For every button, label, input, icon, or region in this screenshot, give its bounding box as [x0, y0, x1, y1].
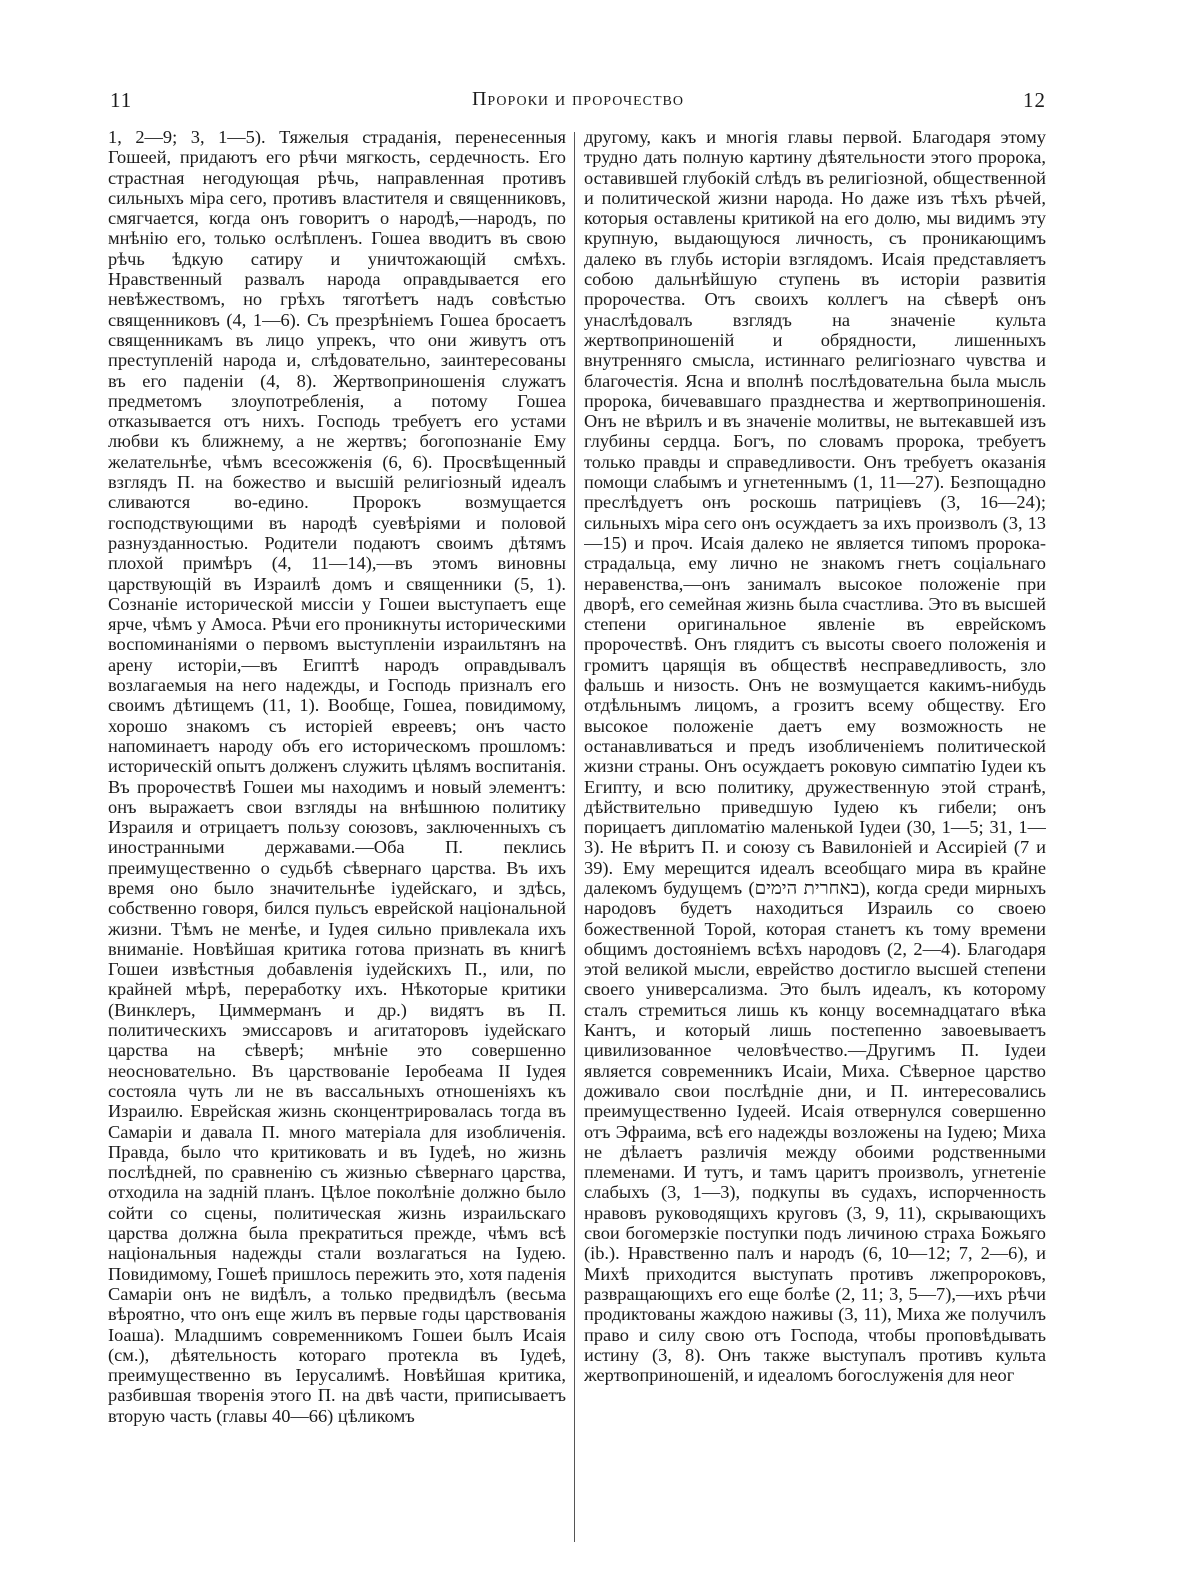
right-page-number: 12 [1023, 88, 1046, 112]
text-columns [108, 127, 1048, 1547]
left-page-number: 11 [110, 88, 133, 112]
column-divider [574, 132, 575, 1542]
right-column [584, 127, 1046, 1547]
page-header [110, 88, 1046, 122]
running-title: Пророки и пророчество [471, 88, 685, 110]
left-column-text: 1, 2—9; 3, 1—5). Тяжелыя страданія, перенесенныя Гошеей, придаютъ его рѣчи мягкость, сердечность. Его страстная негодующая рѣчь, направленная противъ сильныхъ міра сего, противъ властителя и священниковъ, смягчается, когда онъ говоритъ о народѣ,—народъ, по мнѣнію его, только ослѣпленъ. Гошеа вводитъ въ свою рѣчь ѣдкую сатиру и уничтожающій смѣхъ. Нравственный развалъ народа оправдывается его невѣжествомъ, но грѣхъ тяготѣетъ надъ совѣстью священниковъ (4, 1—6). Съ презрѣніемъ Гошеа бросаетъ священникамъ въ лицо упрекъ, что они живутъ отъ преступленій народа и, слѣдовательно, заинтересованы въ его паденіи (4, 8). Жертвоприношенія служатъ предметомъ злоупотребленія, а потому Гошеа отказывается отъ нихъ. Господь требуетъ его устами любви къ ближнему, а не жертвъ; богопознаніе Ему желательнѣе, чѣмъ всесожженія (6, 6). Просвѣщенный взглядъ П. на божество и высшій религіозный идеалъ сливаются во-едино. Пророкъ возмущается господствующими въ народѣ суевѣріями и половой разнузданностью. Родители подаютъ своимъ дѣтямъ плохой примѣръ (4, 11—14),—въ этомъ виновны царствующій въ Израилѣ домъ и священники (5, 1). Сознаніе исторической миссіи у Гошеи выступаетъ еще ярче, чѣмъ у Амоса. Рѣчи его проникнуты историческими воспоминаніями о первомъ выступленіи израильтянъ на арену исторіи,—въ Египтѣ народъ оправдывалъ возлагаемыя на него надежды, и Господь призналъ его своимъ дѣтищемъ (11, 1). Вообще, Гошеа, повидимому, хорошо знакомъ съ исторіей евреевъ; онъ часто напоминаетъ народу объ его историческомъ прошломъ: историческій опытъ долженъ служить цѣлямъ воспитанія. Въ пророчествѣ Гошеи мы находимъ и новый элементъ: онъ выражаетъ свои взгляды на внѣшнюю политику Израиля и отрицаетъ пользу союзовъ, заключенныхъ съ иностранными державами.—Оба П. пеклись преимущественно о судьбѣ сѣвернаго царства. Въ ихъ время оно было значительнѣе іудейскаго, и здѣсь, собственно говоря, бился пульсъ еврейской національной жизни. Тѣмъ не менѣе, и Іудея сильно привлекала ихъ вниманіе. Новѣйшая критика готова признать въ книгѣ Гошеи извѣстныя добавленія іудейскихъ П., или, по крайней мѣрѣ, переработку ихъ. Нѣкоторые критики (Винклеръ, Циммерманъ и др.) видятъ въ П. политическихъ эмиссаровъ и агитаторовъ іудейскаго царства на сѣверѣ; мнѣніе это совершенно неосновательно. Въ царствованіе Іеробеама II Іудея состояла чуть ли не въ вассальныхъ отношеніяхъ къ Израилю. Еврейская жизнь сконцентрировалась тогда въ Самаріи и давала П. много матеріала для изобличенія. Правда, было что критиковать и въ Іудеѣ, но жизнь послѣдней, по сравненію съ жизнью сѣвернаго царства, отходила на задній планъ. Цѣлое поколѣніе должно было сойти со сцены, политическая жизнь израильскаго царства должна была прекратиться прежде, чѣмъ всѣ національныя надежды стали возлагаться на Іудею. Повидимому, Гошеѣ пришлось пережить это, хотя паденія Самаріи онъ не видѣлъ, а только предвидѣлъ (весьма вѣроятно, что онъ еще жилъ въ первые годы царствованія Іоаша). Младшимъ современникомъ Гошеи былъ Исаія (см.), дѣятельность котораго протекла въ Іудеѣ, преимущественно въ Іерусалимѣ. Новѣйшая критика, разбившая творенія этого П. на двѣ части, приписываетъ вторую часть (главы 40—66) цѣликомъ [108, 127, 566, 1426]
right-column-text: другому, какъ и многія главы первой. Благодаря этому трудно дать полную картину дѣятельности этого пророка, оставившей глубокій слѣдъ въ религіозной, общественной и политической жизни народа. Но даже изъ тѣхъ рѣчей, которыя оставлены критикой на его долю, мы видимъ эту крупную, выдающуюся личность, съ проникающимъ далеко въ глубь исторіи взглядомъ. Исаія представляетъ собою дальнѣйшую ступень въ исторіи развитія пророчества. Отъ своихъ коллегъ на сѣверѣ онъ унаслѣдовалъ взглядъ на значеніе культа жертвоприношеній и обрядности, лишенныхъ внутренняго смысла, истиннаго религіознаго чувства и благочестія. Ясна и вполнѣ послѣдовательна была мысль пророка, бичевавшаго празднества и жертвоприношенія. Онъ не вѣрилъ и въ значеніе молитвы, не вытекавшей изъ глубины сердца. Богъ, по словамъ пророка, требуетъ только правды и справедливости. Онъ требуетъ оказанія помощи слабымъ и угнетеннымъ (1, 11—27). Безпощадно преслѣдуетъ онъ роскошь патриціевъ (3, 16—24); сильныхъ міра сего онъ осуждаетъ за ихъ произволъ (3, 13—15) и проч. Исаія далеко не является типомъ пророка-страдальца, ему лично не знакомъ гнетъ соціальнаго неравенства,—онъ занималъ высокое положеніе при дворѣ, его семейная жизнь была счастлива. Это въ высшей степени оригинальное явленіе въ еврейскомъ пророчествѣ. Онъ глядитъ съ высоты своего положенія и громитъ царящія въ обществѣ несправедливость, зло фальшь и низость. Онъ не возмущается какимъ-нибудь отдѣльнымъ лицомъ, а грозитъ всему обществу. Его высокое положеніе даетъ ему возможность не останавливаться и предъ изобличеніемъ политической жизни страны. Онъ осуждаетъ роковую симпатію Іудеи къ Египту, и всю политику, дружественную этой странѣ, дѣйствительно приведшую Іудею къ гибели; онъ порицаетъ дипломатію маленькой Іудеи (30, 1—5; 31, 1—3). Не вѣритъ П. и союзу съ Вавилоніей и Ассиріей (7 и 39). Ему мерещится идеалъ всеобщаго мира въ крайне далекомъ будущемъ (באחרית הימים), когда среди мирныхъ народовъ будетъ находиться Израиль со своею божественной Торой, которая станетъ къ тому времени общимъ достояніемъ всѣхъ народовъ (2, 2—4). Благодаря этой великой мысли, еврейство достигло высшей степени своего универсализма. Это былъ идеалъ, къ которому сталъ стремиться лишь къ концу восемнадцатаго вѣка Кантъ, и который лишь постепенно завоевываетъ цивилизованное человѣчество.—Другимъ П. Іудеи является современникъ Исаіи, Миха. Сѣверное царство доживало свои послѣдніе дни, и П. интересовались преимущественно Іудеей. Исаія отвернулся совершенно отъ Эфраима, всѣ его надежды возложены на Іудею; Миха не дѣлаетъ различія между обоими родственными племенами. И тутъ, и тамъ царитъ произволъ, угнетеніе слабыхъ (3, 1—3), подкупы въ судахъ, испорченность нравовъ руководящихъ круговъ (3, 9, 11), скрывающихъ свои богомерзкіе поступки подъ личиною страха Божьяго (ib.). Нравственно палъ и народъ (6, 10—12; 7, 2—6), и Михѣ приходится выступать противъ лжепророковъ, развращающихъ его еще болѣе (2, 11; 3, 5—7),—ихъ рѣчи продиктованы жаждою наживы (3, 11), Миха же получилъ право и силу свою отъ Господа, чтобы проповѣдывать истину (3, 8). Онъ также выступалъ противъ культа жертвоприношеній, и идеаломъ богослуженія для неог [584, 127, 1046, 1386]
left-column [108, 127, 566, 1547]
